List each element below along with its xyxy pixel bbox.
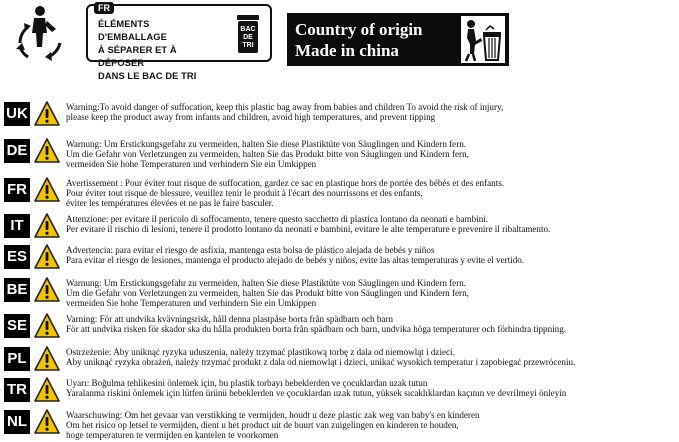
warning-line: Waarschuwing: Om het gevaar van verstikking te vermijden, houdt u deze plastic zak weg van baby's en kinderen bbox=[66, 410, 480, 420]
warning-triangle-icon bbox=[34, 277, 60, 302]
warning-text bbox=[66, 102, 503, 122]
country-code-badge: SE bbox=[4, 314, 30, 338]
warning-row-tr bbox=[4, 377, 676, 409]
warning-triangle-icon bbox=[34, 177, 60, 202]
bin-label: BAC bbox=[240, 26, 256, 33]
warning-text bbox=[66, 214, 550, 234]
country-code-badge: DE bbox=[4, 139, 30, 163]
info-tri-text bbox=[98, 18, 218, 83]
warning-row-it bbox=[4, 213, 676, 245]
warning-text bbox=[66, 139, 469, 170]
warning-line: Aby uniknąć ryzyka obrażeń, należy trzymać produkt z dala od niemowląt i dzieci, unikać wysokich temperatur i zapobiegać przewróceniu. bbox=[66, 357, 576, 368]
warning-triangle-icon bbox=[34, 244, 60, 269]
warning-line: please keep the product away from infants and children, avoid high temperatures, and prevent tipping bbox=[66, 112, 436, 123]
warning-line: Om het risico op letsel te vermijden, dient u het product uit de buurt van zuigelingen en kinderen te houden, bbox=[66, 420, 459, 431]
warning-line: éviter les températures élevées et ne pas le faire basculer. bbox=[66, 198, 274, 209]
warning-triangle-icon bbox=[34, 138, 60, 163]
bin-label: TRI bbox=[242, 42, 254, 49]
country-code-badge: PL bbox=[4, 347, 30, 371]
warning-text bbox=[66, 347, 575, 367]
warning-line: Per evitare il rischio di lesioni, tenere il prodotto lontano da neonati e bambini, evitare le alte temperature e prevenire il ribaltamento. bbox=[66, 224, 551, 235]
country-code-badge: UK bbox=[4, 102, 30, 126]
country-code-badge: NL bbox=[4, 410, 30, 434]
warning-row-de bbox=[4, 138, 676, 170]
warning-triangle-icon bbox=[34, 346, 60, 371]
warning-row-es bbox=[4, 244, 676, 276]
bin-label: DE bbox=[243, 34, 253, 41]
warning-line: Um die Gefahr von Verletzungen zu vermeiden, halten Sie das Produkt bitte von Säuglingen und Kindern fern, bbox=[66, 288, 469, 299]
warning-line: Attenzione: per evitare il pericolo di soffocamento, tenere questo sacchetto di plastica lontano da neonati e bambini. bbox=[66, 214, 489, 224]
warning-line: Ostrzeżenie: Aby uniknąć ryzyka uduszenia, należy trzymać plastikową torbę z dala od niemowląt i dzieci. bbox=[66, 347, 455, 357]
warning-line: Para evitar el riesgo de lesiones, mantenga el producto alejado de bebés y niños, evite las altas temperaturas y evite el vertido. bbox=[66, 255, 525, 266]
triman-block bbox=[14, 2, 272, 81]
warning-row-pl bbox=[4, 346, 676, 378]
warning-triangle-icon bbox=[34, 101, 60, 126]
warning-text bbox=[66, 378, 566, 398]
origin-line: Made in china bbox=[295, 41, 399, 60]
warning-row-fr bbox=[4, 177, 676, 209]
warning-line: Warnung: Um Erstickungsgefahr zu vermeiden, halten Sie diese Plastiktüte von Säuglingen und Kindern fern. bbox=[66, 139, 467, 149]
warning-text bbox=[66, 410, 480, 441]
warning-text bbox=[66, 314, 566, 334]
warning-line: Uyarı: Boğulma tehlikesini önlemek için, bu plastik torbayı bebeklerden ve çocuklardan uzak tutun bbox=[66, 378, 428, 388]
country-code-badge: IT bbox=[4, 214, 30, 238]
warning-line: Varning: För att undvika kvävningsrisk, håll denna plastpåse borta från spädbarn och barn bbox=[66, 314, 394, 324]
warning-line: Warnung: Um Erstickungsgefahr zu vermeiden, halten Sie diese Plastiktüte von Säuglingen und Kindern fern. bbox=[66, 278, 467, 288]
warning-text bbox=[66, 278, 469, 309]
warning-text bbox=[66, 178, 504, 209]
recycling-bin-icon bbox=[236, 14, 260, 54]
fr-tag: FR bbox=[94, 2, 114, 14]
info-tri-line: ÉLÉMENTS D'EMBALLAGE bbox=[98, 19, 167, 42]
origin-text bbox=[295, 19, 423, 61]
warning-text bbox=[66, 245, 524, 265]
warning-line: Yaralanma riskini önlemek için lütfen ürünü bebeklerden ve çocuklardan uzak tutun, yüksek sıcaklıklardan kaçının ve devrilmeyi önleyin bbox=[66, 388, 567, 399]
warning-triangle-icon bbox=[34, 213, 60, 238]
warning-line: Warning:To avoid danger of suffocation, keep this plastic bag away from babies and children To avoid the risk of injury, bbox=[66, 102, 504, 112]
country-code-badge: FR bbox=[4, 178, 30, 202]
warning-line: vermeiden Sie hohe Temperaturen und verhindern Sie ein Umkippen bbox=[66, 298, 317, 309]
warning-triangle-icon bbox=[34, 377, 60, 402]
origin-line: Country of origin bbox=[295, 20, 423, 39]
warning-line: vermeiden Sie hohe Temperaturen und verhindern Sie ein Umkippen bbox=[66, 159, 317, 170]
warning-row-nl bbox=[4, 409, 676, 441]
country-of-origin-box bbox=[287, 13, 509, 66]
warning-line: hoge temperaturen te vermijden en kantelen te voorkomen bbox=[66, 430, 279, 441]
warning-line: Um die Gefahr von Verletzungen zu vermeiden, halten Sie das Produkt bitte von Säuglingen und Kindern fern, bbox=[66, 149, 469, 160]
warning-row-uk bbox=[4, 101, 676, 133]
triman-icon bbox=[14, 3, 66, 63]
tidyman-bin-icon bbox=[461, 16, 505, 63]
info-tri-box bbox=[86, 3, 272, 81]
warning-line: Advertencia: para evitar el riesgo de asfixia, mantenga esta bolsa de plástico alejada de bebés y niños bbox=[66, 245, 435, 255]
warning-row-be bbox=[4, 277, 676, 309]
warning-row-se bbox=[4, 313, 676, 345]
info-tri-line: À SÉPARER ET À DÉPOSER bbox=[98, 45, 177, 68]
warning-triangle-icon bbox=[34, 313, 60, 338]
country-code-badge: BE bbox=[4, 278, 30, 302]
info-tri-line: DANS LE BAC DE TRI bbox=[98, 71, 197, 81]
country-code-badge: TR bbox=[4, 378, 30, 402]
warning-line: Avertissement : Pour éviter tout risque de suffocation, gardez ce sac en plastique hors de portée des bébés et des enfants. bbox=[66, 178, 505, 188]
warning-triangle-icon bbox=[34, 409, 60, 434]
country-code-badge: ES bbox=[4, 245, 30, 269]
warning-line: För att undvika risken för skador ska du hålla produkten borta från spädbarn och barn, undvika höga temperaturer och förhindra tippning. bbox=[66, 324, 567, 335]
warning-line: Pour éviter tout risque de blessure, veuillez tenir le produit à l'écart des nourrissons et des enfants, bbox=[66, 188, 423, 199]
